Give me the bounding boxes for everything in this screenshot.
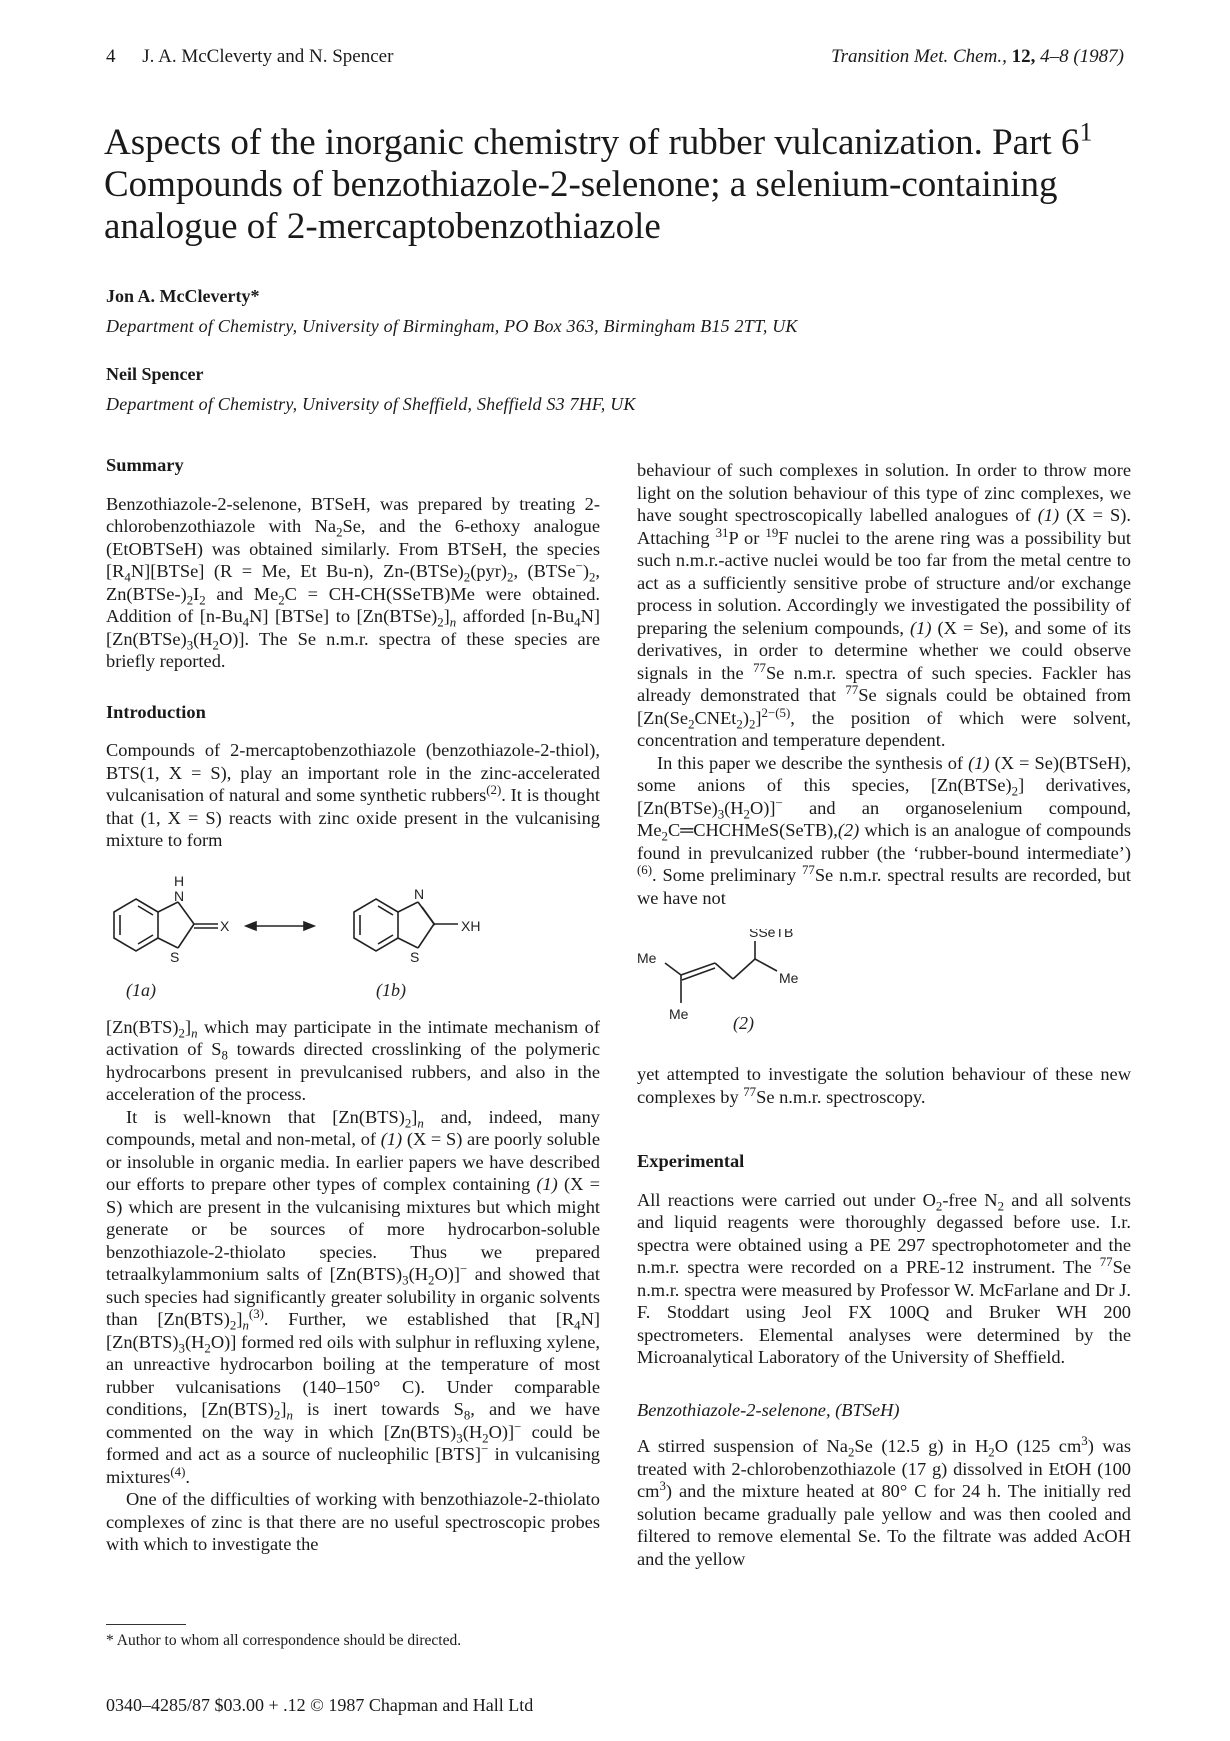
atom-label-sseTB: SSeTB — [749, 929, 794, 940]
experimental-paragraph: All reactions were carried out under $O_2$-free $N_2$ and all solvents and liquid reagents were thoroughly degassed before use. I.r. spectra were obtained using a PE 297 spectrophotometer and the n.m.r. spectra were recorded on a PRE-12 instrument. The $^{77}$Se n.m.r. spectra were measured by Professor W. McFarlane and Dr J. F. Stoddart using Jeol FX 100Q and Bruker WH 200 spectrometers. Elemental analyses were determined by the Microanalytical Laboratory of the University of Sheffield. — [637, 1189, 1131, 1367]
introduction-heading: Introduction — [106, 701, 206, 722]
atom-label-h: H — [174, 873, 185, 889]
atom-label-n-1a: N — [174, 887, 185, 904]
label-1b: (1b) — [376, 979, 406, 1000]
experimental-heading: Experimental — [637, 1151, 745, 1171]
atom-label-me-2: Me — [779, 970, 799, 986]
footnote: * Author to whom all correspondence should be directed. — [106, 1632, 462, 1649]
author-name-2: Neil Spencer — [106, 364, 204, 384]
copyright-line: 0340–4285/87 $03.00 + .12 © 1987 Chapman and Hall Ltd — [106, 1695, 534, 1715]
intro-paragraph-2: $[Zn(BTS)_2]_n$ which may participate in the intimate mechanism of activation of $S_8$ towards directed crosslinking of the polymeric hydrocarbons present in prevulcanised rubbers, and also in the acceleration of the process. — [106, 1016, 600, 1104]
header-journal: Transition Met. Chem., 12, 4–8 (1987) — [831, 46, 1124, 67]
footnote-rule — [106, 1624, 186, 1625]
running-header — [106, 46, 1124, 76]
synthesis-paragraph: A stirred suspension of $Na_2Se$ (12.5 g) in $H_2O$ (125 $cm^3$) was treated with 2-chlorobenzothiazole (17 g) dissolved in EtOH (100 $cm^3$) and the mixture heated at 80° C for 24 h. The initially red solution became gradually pale yellow and was then cooled and filtered to remove elemental Se. To the filtrate was added AcOH and the yellow — [637, 1433, 1131, 1569]
header-authors: J. A. McCleverty and N. Spencer — [142, 46, 394, 67]
right-paragraph-3: yet attempted to investigate the solution behaviour of these new complexes by $^{77}$Se n.m.r. spectroscopy. — [637, 1064, 1131, 1107]
structure-2-drawing — [637, 929, 1131, 1057]
page-number: 4 — [106, 46, 116, 67]
atom-label-me-3: Me — [669, 1006, 689, 1022]
right-paragraph-1: behaviour of such complexes in solution. In order to throw more light on the solution behaviour of this type of zinc complexes, we have sought spectroscopically labelled analogues of (1) (X = S). Attaching $^{31}$P or $^{19}$F nuclei to the arene ring was a possibility but such n.m.r.-active nuclei would be too far from the metal centre to act as a sufficiently sensitive probe of structure and/or exchange process in solution. Accordingly we investigated the possibility of preparing the selenium compounds, (1) (X = Se), and some of its derivatives, in order to determine whether we could observe signals in the $^{77}$Se n.m.r. spectra of such species. Fackler has already demonstrated that $^{77}$Se signals could be obtained from $[Zn(Se_2CNEt_2)_2]^{2-(5)}$, the position of which were solvent, concentration and temperature dependent. — [637, 460, 1132, 750]
intro-paragraph-3: It is well-known that $[Zn(BTS)_2]_n$ and, indeed, many compounds, metal and non-metal, of (1) (X = S) are poorly soluble or insoluble in organic media. In earlier papers we have described our efforts to prepare other types of complex containing (1) (X = S) which are present in the vulcanising mixtures but which might generate or be sources of more hydrocarbon-soluble benzothiazole-2-thiolato species. Thus we prepared tetraalkylammonium salts of $[Zn(BTS)_3(H_2O)]^-$ and showed that such species had significantly greater solubility in organic solvents than $[Zn(BTS)_2]_n^{(3)}$. Further, we established that $[R_4N][Zn(BTS)_3(H_2O)]$ formed red oils with sulphur in refluxing xylene, an unreactive hydrocarbon boiling at the temperature of most rubber vulcanisations (140–150° C). Under comparable conditions, $[Zn(BTS)_2]_n$ is inert towards $S_8$, and we have commented on the way in which $[Zn(BTS)_3(H_2O)]^-$ could be formed and act as a source of nucleophilic [BTS]− in vulcanising mixtures$^{(4)}$. — [106, 1106, 601, 1487]
atom-label-s-1a: S — [170, 948, 180, 965]
structure-2 — [637, 929, 1131, 1057]
atom-label-xh: XH — [461, 917, 481, 934]
author-affiliation-2: Department of Chemistry, University of Sheffield, Sheffield S3 7HF, UK — [106, 394, 636, 414]
intro-paragraph-4: One of the difficulties of working with benzothiazole-2-thiolato complexes of zinc is that there are no useful spectroscopic probes with which to investigate the — [106, 1489, 600, 1554]
right-column — [637, 459, 1131, 1570]
header-volume: 12, — [1011, 46, 1036, 67]
label-1a: (1a) — [126, 979, 156, 1000]
summary-text: Benzothiazole-2-selenone, BTSeH, was prepared by treating 2-chlorobenzothiazole with $Na_2Se$, and the 6-ethoxy analogue (EtOBTSeH) was obtained similarly. From BTSeH, the species $[R_4N][BTSe] (R = Me$, Et Bu-n), $Zn-(BTSe)_2(pyr)_2$, $(BTSe^-)_2$, $Zn(BTSe-)_2I_2$ and $Me_2C$ = CH-CH(SSeTB)Me were obtained. Addition of $[n-Bu_4N]$ [BTSe] to $[Zn(BTSe)_2]_n$ afforded $[n-Bu_4N]$ $[Zn(BTSe)_3(H_2O)]$. The Se n.m.r. spectra of these species are briefly reported. — [106, 493, 600, 671]
atom-label-s-1b: S — [410, 948, 420, 965]
right-paragraph-2: In this paper we describe the synthesis of (1) (X = Se)(BTSeH), some anions of this species, $[Zn(BTSe)_2]$ derivatives, $[Zn(BTSe)_3(H_2O)]^-$ and an organoselenium compound, $Me_2C═CHCHMeS(SeTB),(2)$ which is an analogue of compounds found in prevulcanized rubber (the ‘rubber-bound intermediate’)$^{(6)}$. Some preliminary $^{77}$Se n.m.r. spectral results are recorded, but we have not — [637, 752, 1131, 908]
label-2: (2) — [733, 1013, 754, 1033]
paper-title: Aspects of the inorganic chemistry of rubber vulcanization. Part $6^1$ Compounds of benzothiazole-2-selenone; a selenium-containing analogue of 2-mercaptobenzothiazole — [104, 117, 1093, 247]
atom-label-n-1b: N — [414, 885, 425, 902]
author-affiliation-1: Department of Chemistry, University of Birmingham, PO Box 363, Birmingham B15 2TT, UK — [106, 316, 798, 336]
structure-1-tautomers — [106, 874, 600, 1008]
left-column — [106, 454, 600, 1556]
synthesis-subheading: Benzothiazole-2-selenone, (BTSeH) — [637, 1399, 900, 1420]
header-left — [106, 46, 393, 68]
atom-label-x: X — [220, 917, 230, 934]
atom-label-me-1: Me — [637, 950, 657, 966]
summary-heading: Summary — [106, 455, 184, 475]
intro-paragraph-1: Compounds of 2-mercaptobenzothiazole (benzothiazole-2-thiol), BTS(1, X = S), play an important role in the zinc-accelerated vulcanisation of natural and some synthetic rubbers$^{(2)}$. It is thought that (1, X = S) reacts with zinc oxide present in the vulcanising mixture to form — [106, 740, 600, 850]
author-name-1: Jon A. McCleverty* — [106, 286, 260, 306]
structure-1-drawing — [106, 874, 600, 1008]
